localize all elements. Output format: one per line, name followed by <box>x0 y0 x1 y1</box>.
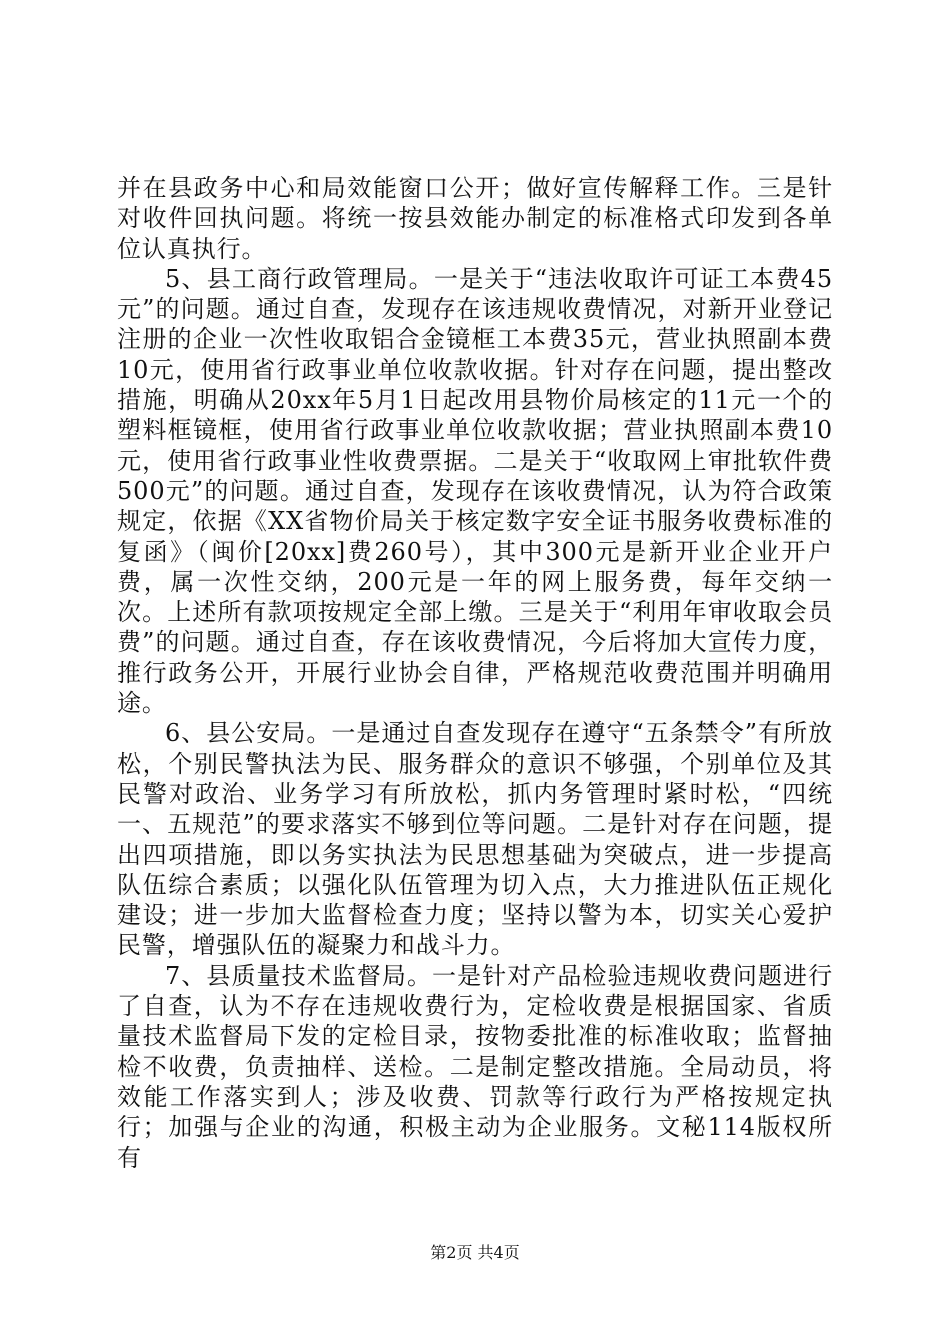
paragraph-continuation: 并在县政务中心和局效能窗口公开；做好宣传解释工作。三是针对收件回执问题。将统一按县效能办制定的标准格式印发到各单位认真执行。 <box>117 174 833 263</box>
document-body <box>117 173 833 1173</box>
paragraph-public-security-bureau: 6、县公安局。一是通过自查发现存在遵守“五条禁令”有所放松，个别民警执法为民、服务群众的意识不够强，个别单位及其民警对政治、业务学习有所放松，抓内务管理时紧时松，“四统一、五规范”的要求落实不够到位等问题。二是针对存在问题，提出四项措施，即以务实执法为民思想基础为突破点，进一步提高队伍综合素质；以强化队伍管理为切入点，大力推进队伍正规化建设；进一步加大监督检查力度；坚持以警为本，切实关心爱护民警，增强队伍的凝聚力和战斗力。 <box>117 719 833 960</box>
paragraph-quality-supervision-bureau: 7、县质量技术监督局。一是针对产品检验违规收费问题进行了自查，认为不存在违规收费行为，定检收费是根据国家、省质量技术监督局下发的定检目录，按物委批准的标准收取；监督抽检不收费，负责抽样、送检。二是制定整改措施。全局动员，将效能工作落实到人；涉及收费、罚款等行政行为严格按规定执行；加强与企业的沟通，积极主动为企业服务。文秘114版权所有 <box>117 961 833 1172</box>
page-number-footer: 第2页 共4页 <box>430 1243 520 1262</box>
paragraph-industry-commerce-bureau: 5、县工商行政管理局。一是关于“违法收取许可证工本费45元”的问题。通过自查，发现存在该违规收费情况，对新开业登记注册的企业一次性收取铝合金镜框工本费35元，营业执照副本费10元，使用省行政事业单位收款收据。针对存在问题，提出整改措施，明确从20xx年5月1日起改用县物价局核定的11元一个的塑料框镜框，使用省行政事业单位收款收据；营业执照副本费10元，使用省行政事业性收费票据。二是关于“收取网上审批软件费500元”的问题。通过自查，发现存在该收费情况，认为符合政策规定，依据《XX省物价局关于核定数字安全证书服务收费标准的复函》（闽价[20xx]费260号），其中300元是新开业企业开户费，属一次性交纳，200元是一年的网上服务费，每年交纳一次。上述所有款项按规定全部上缴。三是关于“利用年审收取会员费”的问题。通过自查，存在该收费情况，今后将加大宣传力度，推行政务公开，开展行业协会自律，严格规范收费范围并明确用途。 <box>117 264 833 718</box>
